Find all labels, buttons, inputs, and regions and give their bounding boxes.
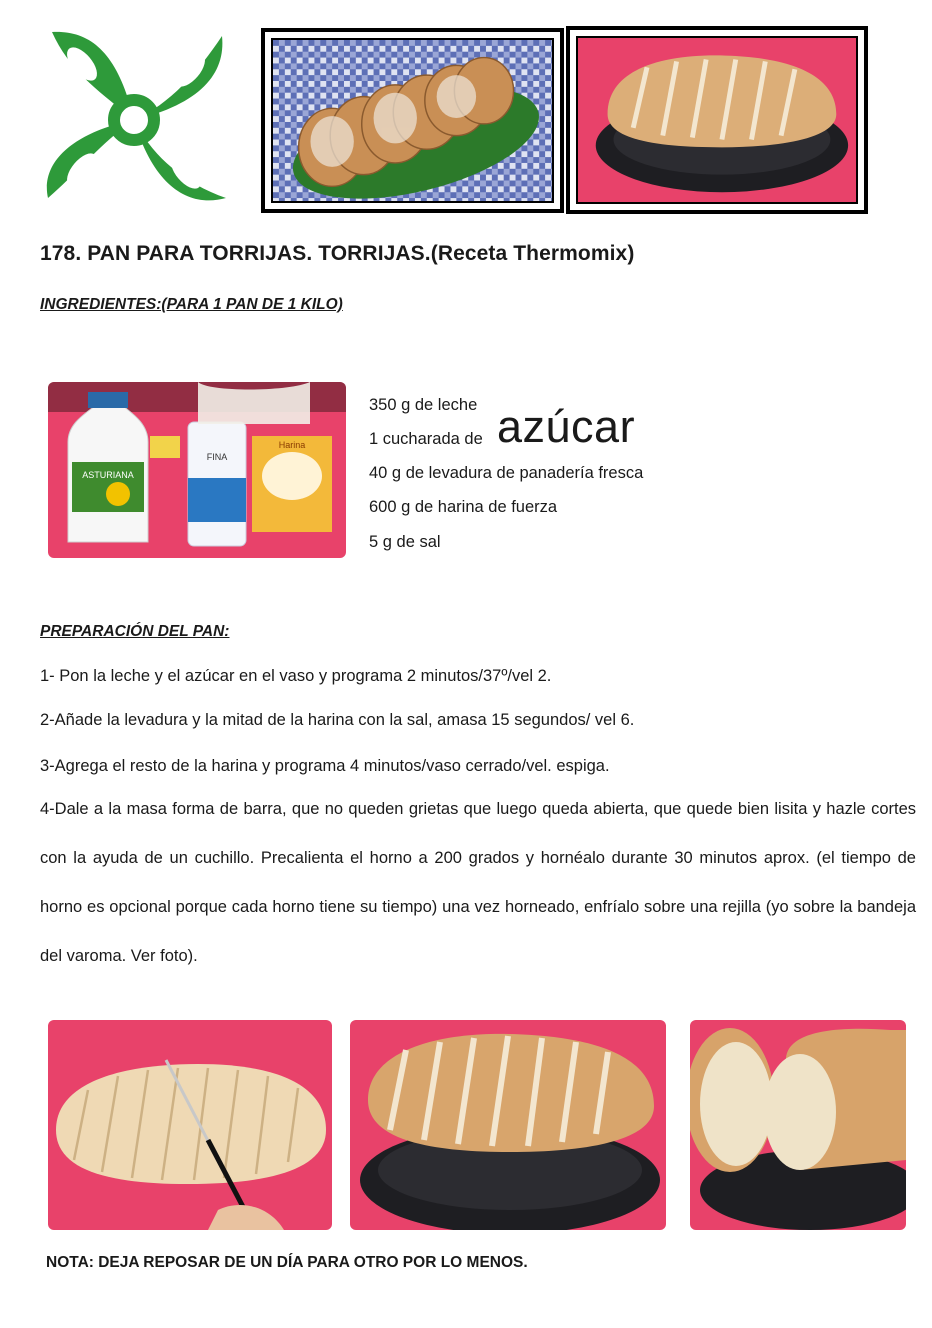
ingredient-4: 600 g de harina de fuerza [369,498,558,516]
note: NOTA: DEJA REPOSAR DE UN DÍA PARA OTRO POR LO MENOS. [46,1254,528,1271]
preparation-heading: PREPARACIÓN DEL PAN: [40,623,230,640]
step-2: 2-Añade la levadura y la mitad de la harina con la sal, amasa 15 segundos/ vel 6. [40,711,635,729]
ingredient-1: 350 g de leche [369,396,478,414]
lauburu-logo-icon [30,12,242,218]
ingredients-heading: INGREDIENTES:(PARA 1 PAN DE 1 KILO) [40,296,343,313]
scoring-dough-photo [48,1020,332,1230]
logo [30,12,242,218]
ingredient-5: 5 g de sal [369,533,441,551]
ingredient-2: 1 cucharada de [369,430,483,448]
ingredients-photo [48,382,346,558]
torrijas-photo [261,28,564,213]
recipe-title: 178. PAN PARA TORRIJAS. TORRIJAS.(Receta Thermomix) [40,242,635,265]
overlay-word: azúcar [497,401,636,452]
salt-label: FINA [206,452,228,462]
step-1: 1- Pon la leche y el azúcar en el vaso y programa 2 minutos/37º/vel 2. [40,667,552,685]
baked-loaf-tray-photo [350,1020,666,1230]
sliced-loaf-photo [690,1020,906,1230]
step-3: 3-Agrega el resto de la harina y programa 4 minutos/vaso cerrado/vel. espiga. [40,757,610,775]
ingredient-3: 40 g de levadura de panadería fresca [369,464,644,482]
step-4: 4-Dale a la masa forma de barra, que no queden grietas que luego queda abierta, que quede bien lisita y hazle cortes con la ayuda de un cuchillo. Precalienta el horno a 200 grados y hornéalo durante 30 minutos aprox. (el tiempo de horno es opcional porque cada horno tiene su tiempo) una vez horneado, enfríalo sobre una rejilla (yo sobre la bandeja del varoma. Ver foto). [40,800,916,965]
flour-label: Harina [278,440,306,450]
baked-loaf-photo [566,26,868,214]
milk-label: ASTURIANA [82,470,134,480]
